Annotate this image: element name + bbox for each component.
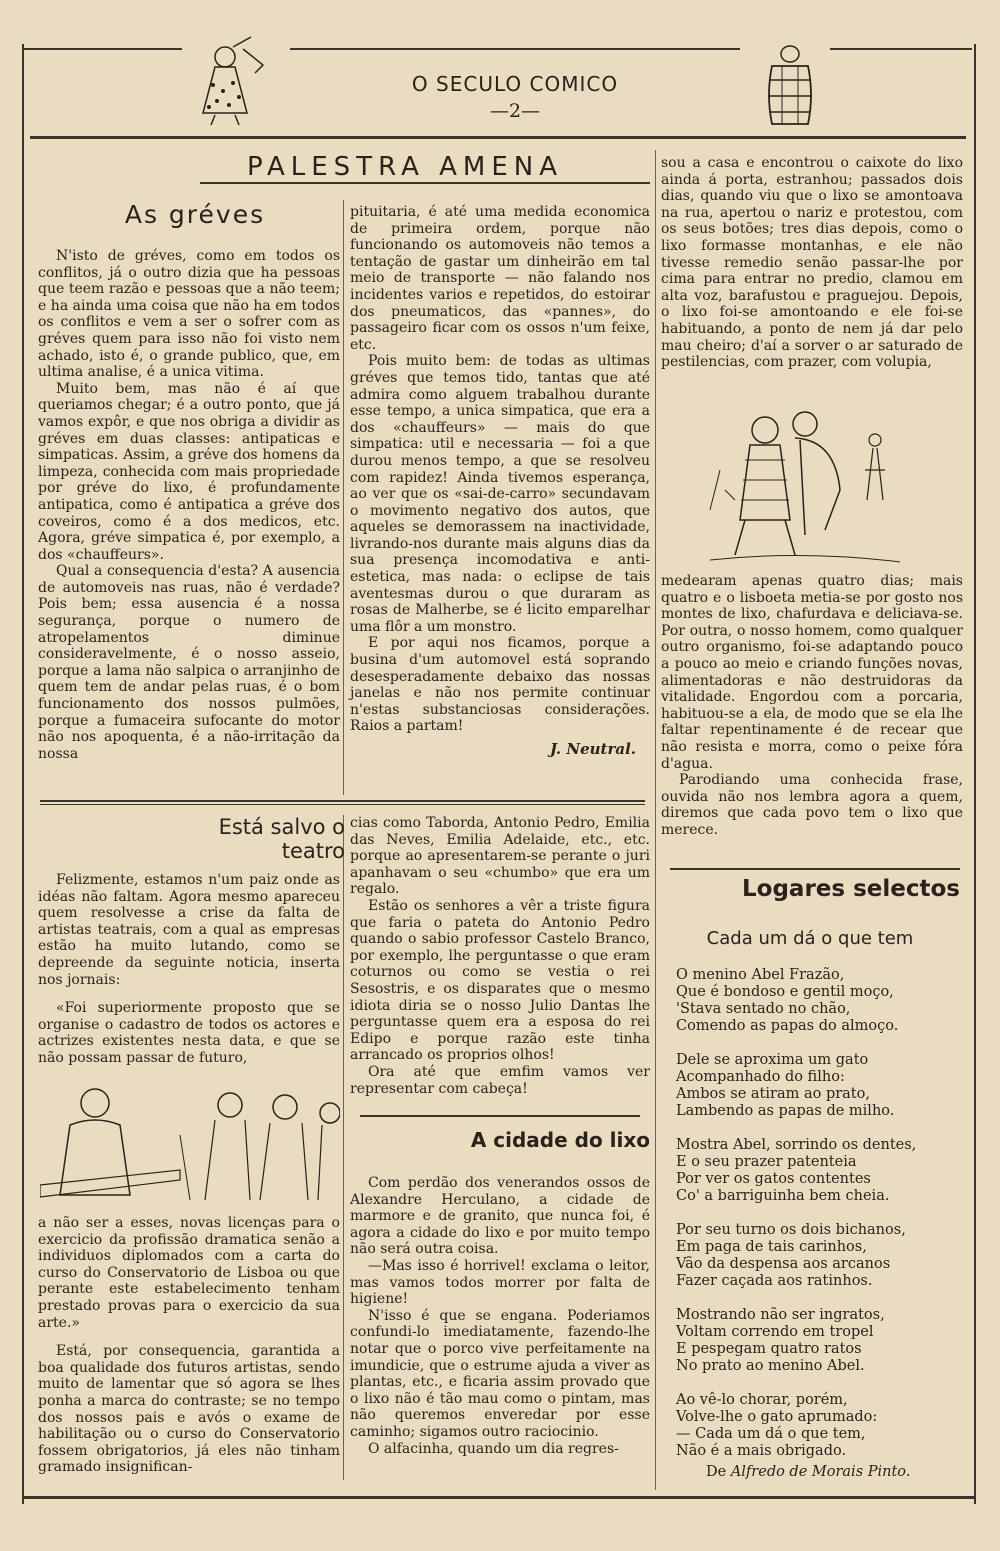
poem-stanza bbox=[676, 1052, 956, 1120]
poem-line: Em paga de tais carinhos, bbox=[676, 1239, 867, 1255]
poem-line: Co' a barriguinha bem cheia. bbox=[676, 1188, 890, 1204]
paragraph: medearam apenas quatro dias; mais quatro e o lisboeta metia-se por gosto nos montes de lixo, chafurdava e deliciava-se. Por outra, o nosso homem, como qualquer outro organismo, foi-se adaptando pouco a pouco ao meio e criando funções novas, alimentadoras e não destruidoras da vitalidade. Engordou com a porcaria, habituou-se a ela, de modo que se ela lhe faltar repentinamente é de recear que não resista e morra, como o peixe fóra d'agua. bbox=[661, 573, 963, 772]
poem-line: Vão da despensa aos arcanos bbox=[676, 1256, 891, 1272]
poem-line: — Cada um dá o que tem, bbox=[676, 1426, 866, 1442]
page-number: —2— bbox=[489, 100, 541, 122]
paragraph: Está, por consequencia, garantida a boa qualidade dos futuros artistas, sendo muito de lamentar que só agora se lhes ponha a marca do contraste; se no tempo dos nossos pais e avós o exame de habilitação ou o curso do Conservatorio fossem obrigatorios, já eles não tinham gramado insignifican- bbox=[38, 1343, 340, 1476]
paragraph: Qual a consequencia d'esta? A ausencia de automoveis nas ruas, não é verdade? Pois bem; essa ausencia é a nossa segurança, porque o numero de atropelamentos diminue consideravelmente, é o nosso asseio, porque a lama não salpica o arranjinho de quem tem de andar pelas ruas, é o bom funcionamento dos nossos pulmões, porque a fumaceira sufocante do motor não nos apoquenta, é a não-irritação da nossa bbox=[38, 563, 340, 762]
article-title-greves: As gréves bbox=[124, 200, 266, 229]
poem-line: Mostra Abel, sorrindo os dentes, bbox=[676, 1137, 917, 1153]
teatro-column-2 bbox=[350, 815, 650, 1097]
paragraph: Parodiando uma conhecida frase, ouvida não nos lembra agora a quem, diremos que cada povo tem o lixo que merece. bbox=[661, 772, 963, 838]
paragraph: sou a casa e encontrou o caixote do lixo ainda á porta, estranhou; passados dois dias, quando viu que o lixo se amontoava na rua, apertou o nariz e protestou, com os seus botões; tres dias depois, como o lixo formasse montanhas, e ele não tivesse remedio senão passar-lhe por cima para entrar no predio, clamou em alta voz, barafustou e praguejou. Depois, o lixo foi-se amontoando e ele foi-se habituando, a ponto de nem já dar pelo mau cheiro; d'aí a sorver o ar saturado de pestilencias, com prazer, com volupia, bbox=[661, 155, 963, 371]
article-title-teatro: Está salvo o teatro bbox=[218, 815, 345, 863]
paragraph: N'isto de gréves, como em todos os conflitos, já o outro dizia que ha pessoas que teem razão e pessoas que a não teem; e ha ainda uma coisa que não ha em todos os conflitos e vem a ser o sofrer com as gréves quem para isso não foi visto nem achado, isto é, o grande publico, que, em ultima analise, é a unica vitima. bbox=[38, 248, 340, 381]
poem-stanza bbox=[676, 1307, 956, 1375]
poem-line: Que é bondoso e gentil moço, bbox=[676, 984, 894, 1000]
poem-stanza bbox=[676, 1222, 956, 1290]
header-barrel-illustration bbox=[760, 40, 820, 128]
teatro-column-1-bottom bbox=[38, 1215, 340, 1476]
poem-line: Comendo as papas do almoço. bbox=[676, 1018, 899, 1034]
section-divider bbox=[360, 1115, 640, 1117]
cidade-column bbox=[350, 1175, 650, 1457]
poem-line: Ao vê-lo chorar, porém, bbox=[676, 1392, 848, 1408]
palestra-banner: PALESTRA AMENA bbox=[246, 152, 564, 182]
paragraph: Pois muito bem: de todas as ultimas gréves que temos tido, tantas que até admira como alguem trabalhou durante esse tempo, a unica simpatica, que era a dos «chauffeurs» — mais do que simpatica: util e necessaria — foi a que durou menos tempo, a que se resolveu com rapidez! Ainda tivemos esperança, ao ver que os «sai-de-carro» secundavam o movimento negativo dos autos, que aqueles se demorassem na inactividade, livrando-nos durante mais alguns dias da sua presença incomodativa e anti-estetica, mas nada: o eclipse de tais aventesmas durou o que duraram as rosas de Malherbe, se é licito emparelhar uma flôr a um monstro. bbox=[350, 353, 650, 635]
poem-stanza bbox=[676, 967, 956, 1035]
header-top-rule bbox=[290, 48, 740, 50]
poem-line: 'Stava sentado no chão, bbox=[676, 1001, 851, 1017]
poem-line: Lambendo as papas de milho. bbox=[676, 1103, 895, 1119]
section-divider bbox=[670, 868, 960, 870]
poem-line: No prato ao menino Abel. bbox=[676, 1358, 865, 1374]
poem-line: O menino Abel Frazão, bbox=[676, 967, 845, 983]
poem-line: E pespegam quatro ratos bbox=[676, 1341, 862, 1357]
newspaper-title: O SECULO COMICO bbox=[411, 72, 619, 96]
paragraph: O alfacinha, quando um dia regres- bbox=[368, 1440, 619, 1457]
section-title-logares: Logares selectos bbox=[742, 876, 960, 902]
poem-line: Por ver os gatos contentes bbox=[676, 1171, 871, 1187]
poem-line: Acompanhado do filho: bbox=[676, 1069, 845, 1085]
author-name: Alfredo de Morais Pinto. bbox=[730, 1464, 911, 1480]
header-girl-illustration bbox=[185, 35, 270, 130]
author-prefix: De bbox=[706, 1464, 727, 1480]
header-top-rule bbox=[830, 48, 972, 50]
paragraph: Felizmente, estamos n'um paiz onde as idéas não faltam. Agora mesmo apareceu quem resolvesse a crise da falta de artistas teatrais, com a qual as empresas estão ha muito lutando, como se depreende da seguinte noticia, inserta nos jornais: bbox=[38, 872, 340, 988]
lixo-continuation-bottom bbox=[661, 573, 963, 839]
paragraph: Com perdão dos venerandos ossos de Alexandre Herculano, a cidade de marmore e de granito, que nunca foi, é agora a cidade do lixo e por muito tempo não será outra coisa. bbox=[350, 1175, 650, 1258]
paragraph: cias como Taborda, Antonio Pedro, Emilia das Neves, Emilia Adelaide, etc., etc. porque ao apresentarem-se perante o juri apanhavam o seu «chumbo» que era um regalo. bbox=[350, 815, 650, 898]
section-divider bbox=[40, 804, 645, 805]
jury-illustration bbox=[40, 1075, 340, 1210]
poem-line: Dele se aproxima um gato bbox=[676, 1052, 869, 1068]
poem-line: Fazer caçada aos ratinhos. bbox=[676, 1273, 873, 1289]
two-men-illustration bbox=[705, 400, 905, 570]
page-bottom-rule bbox=[22, 1496, 974, 1499]
header-bottom-rule bbox=[30, 136, 966, 139]
poem-line: Voltam correndo em tropel bbox=[676, 1324, 874, 1340]
column-rule bbox=[655, 150, 656, 1490]
article-title-cidade: A cidade do lixo bbox=[470, 1128, 650, 1152]
signature: J. Neutral. bbox=[549, 740, 636, 758]
teatro-column-1-top bbox=[38, 872, 340, 1067]
poem bbox=[676, 967, 956, 1481]
poem-line: Ambos se atiram ao prato, bbox=[676, 1086, 870, 1102]
header-top-rule bbox=[22, 48, 182, 50]
poem-line: Por seu turno os dois bichanos, bbox=[676, 1222, 906, 1238]
poem-title: Cada um dá o que tem bbox=[706, 928, 914, 949]
poem-line: Mostrando não ser ingratos, bbox=[676, 1307, 885, 1323]
poem-author bbox=[676, 1464, 956, 1481]
paragraph: «Foi superiormente proposto que se organise o cadastro de todos os actores e actrizes existentes nesta data, e que se não possam passar de futuro, bbox=[38, 1000, 340, 1066]
column-rule bbox=[343, 200, 344, 795]
paragraph: N'isso é que se engana. Poderiamos confundi-lo imediatamente, fazendo-lhe notar que o porco vive perfeitamente na imundicie, que o estrume ajuda a viver as plantas, etc., e ficaria assim provado que o lixo não é tão mau como o pintam, mas não queremos enveredar por esse caminho; sigamos outro raciocinio. bbox=[350, 1307, 650, 1440]
section-divider bbox=[40, 800, 645, 802]
column-rule bbox=[343, 815, 344, 1480]
paragraph: Muito bem, mas não é aí que queriamos chegar; é a outro ponto, que já vamos expôr, e que nos obriga a dividir as gréves em duas classes: antipaticas e simpaticas. Assim, a gréve dos homens da limpeza, conhecida com mais propriedade por gréve do lixo, é profundamente antipatica, como é antipatica a gréve dos coveiros, como é a dos medicos, etc. Agora, gréve simpatica é, por exemplo, a dos «chauffeurs». bbox=[38, 380, 340, 563]
paragraph: —Mas isso é horrivel! exclama o leitor, mas vamos todos morrer por falta de higiene! bbox=[350, 1257, 650, 1308]
poem-line: E o seu prazer patenteia bbox=[676, 1154, 857, 1170]
poem-stanza bbox=[676, 1392, 956, 1460]
banner-underline bbox=[200, 182, 650, 184]
paragraph: a não ser a esses, novas licenças para o exercicio da profissão dramatica senão a individuos diplomados com a carta do curso do Conservatorio de Lisboa ou que perante este estabelecimento tenham prestado provas para o exercicio da sua arte.» bbox=[38, 1215, 340, 1331]
poem-line: Volve-lhe o gato aprumado: bbox=[676, 1409, 878, 1425]
lixo-continuation-top bbox=[661, 155, 963, 371]
paragraph: Ora até que emfim vamos ver representar com cabeça! bbox=[350, 1063, 650, 1097]
paragraph: Estão os senhores a vêr a triste figura que faria o pateta do Antonio Pedro quando o sabio professor Castelo Branco, por exemplo, lhe perguntasse o que eram coturnos ou como se vestia o rei Sesostris, e os disparates que o mesmo idiota diria se o nosso Julio Dantas lhe perguntasse quem era a esposa do rei Edipo e porque razão este tinha arrancado os proprios olhos! bbox=[350, 897, 650, 1064]
greves-column-2 bbox=[350, 204, 650, 758]
paragraph: pituitaria, é até uma medida economica de primeira ordem, porque não funcionando os automoveis não temos a tentação de gastar um dinheirão em tal meio de transporte — não falando nos incidentes varios e repetidos, do estoirar dos pneumaticos, das «pannes», do passageiro ficar com os ossos n'um feixe, etc. bbox=[350, 204, 650, 353]
poem-stanza bbox=[676, 1137, 956, 1205]
greves-column-1 bbox=[38, 248, 340, 762]
paragraph: E por aqui nos ficamos, porque a busina d'um automovel está soprando desesperadamente debaixo das nossas janelas e não nos permite continuar n'estas substanciosas considerações. Raios a partam! bbox=[350, 635, 650, 735]
poem-line: Não é a mais obrigado. bbox=[676, 1443, 847, 1459]
